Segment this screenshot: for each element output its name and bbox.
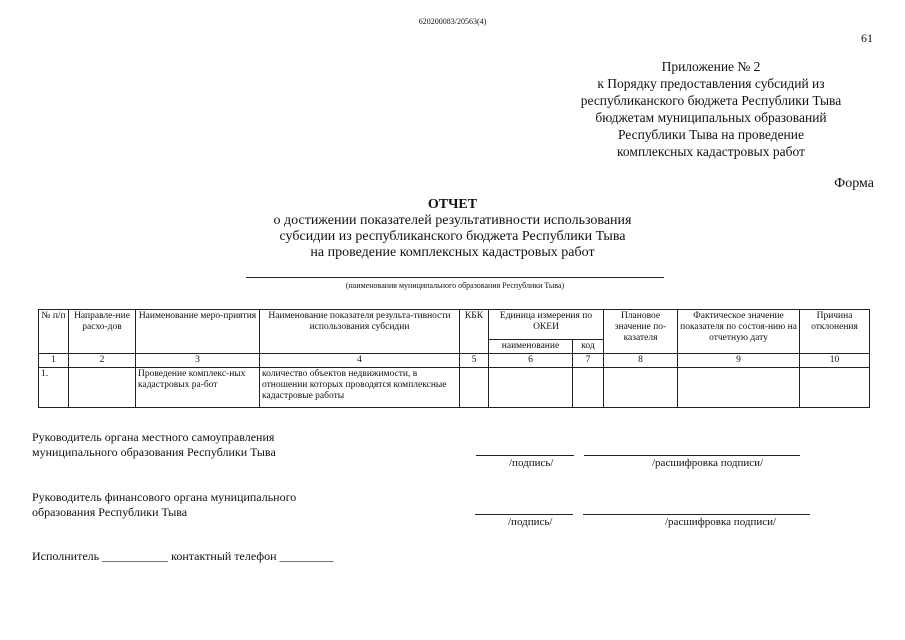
cell-unit-name [489, 368, 573, 408]
signatory-role: Руководитель органа местного самоуправления муниципального образования Республики Тыва [32, 430, 276, 459]
document-id: 620200083/20563(4) [418, 17, 487, 26]
column-number: 9 [678, 354, 800, 368]
cell-actual [678, 368, 800, 408]
header-reason: Причина отклонения [800, 310, 870, 354]
cell-unit-code [573, 368, 604, 408]
appendix-block [556, 58, 866, 160]
column-number: 6 [489, 354, 573, 368]
cell-kbk [460, 368, 489, 408]
municipality-caption: (наименования муниципального образования Республики Тыва) [345, 281, 565, 290]
cell-indicator: количество объектов недвижимости, в отношении которых проводятся комплексные кадастровые работы [260, 368, 460, 408]
header-planned: Плановое значение по-казателя [604, 310, 678, 354]
executor-line [32, 549, 334, 564]
column-number: 4 [260, 354, 460, 368]
column-number: 2 [69, 354, 136, 368]
executor-blank: ________ [102, 549, 151, 563]
cell-reason [800, 368, 870, 408]
executor-blank: ___ [150, 549, 169, 563]
column-number: 3 [136, 354, 260, 368]
subtitle-line: субсидии из республиканского бюджета Республики Тыва [279, 229, 626, 244]
column-number: 10 [800, 354, 870, 368]
subtitle-line: на проведение комплексных кадастровых работ [310, 245, 595, 260]
cell-planned [604, 368, 678, 408]
cell-event: Проведение комплекс-ных кадастровых ра-бот [136, 368, 260, 408]
column-number: 8 [604, 354, 678, 368]
phone-blank: _________ [279, 549, 334, 563]
signature-caption: /подпись/ [509, 457, 554, 469]
report-title: ОТЧЕТ [427, 197, 478, 212]
appendix-line: комплексных кадастровых работ [617, 144, 805, 159]
phone-label: контактный телефон [171, 549, 277, 563]
appendix-line: республиканского бюджета Республики Тыва [580, 93, 842, 108]
header-direction: Направле-ние расхо-дов [69, 310, 136, 354]
report-subtitle [0, 213, 905, 261]
signature-decode-line [583, 514, 810, 515]
appendix-line: к Порядку предоставления субсидий из [597, 76, 825, 91]
report-table [38, 309, 870, 408]
signature-caption: /подпись/ [508, 516, 553, 528]
page-number: 61 [861, 31, 873, 45]
cell-num: 1. [39, 368, 69, 408]
column-number: 7 [573, 354, 604, 368]
executor-label: Исполнитель [32, 549, 100, 563]
signature-line [476, 455, 574, 456]
column-number: 1 [39, 354, 69, 368]
header-indicator: Наименование показателя результа-тивности использования субсидии [260, 310, 460, 354]
signature-line [475, 514, 573, 515]
header-unit: Единица измерения по ОКЕИ [489, 310, 604, 340]
signature-decode-caption: /расшифровка подписи/ [665, 516, 777, 528]
appendix-line: Республики Тыва на проведение [617, 127, 805, 142]
signature-decode-caption: /расшифровка подписи/ [652, 457, 764, 469]
signature-decode-line [584, 455, 800, 456]
cell-direction [69, 368, 136, 408]
column-number: 5 [460, 354, 489, 368]
subtitle-line: о достижении показателей результативности использования [273, 213, 632, 228]
appendix-line: бюджетам муниципальных образований [595, 110, 827, 125]
header-unit-code: код [573, 340, 604, 354]
header-actual: Фактическое значение показателя по состоя-нию на отчетную дату [678, 310, 800, 354]
table-row [39, 368, 870, 408]
header-num: № п/п [39, 310, 69, 354]
appendix-line: Приложение № 2 [661, 59, 761, 74]
signatory-role: Руководитель финансового органа муниципального образования Республики Тыва [32, 490, 297, 519]
header-event: Наименование меро-приятия [136, 310, 260, 354]
header-kbk: КБК [460, 310, 489, 354]
header-unit-name: наименование [489, 340, 573, 354]
form-label: Форма [834, 176, 874, 191]
municipality-field-line [246, 277, 664, 278]
